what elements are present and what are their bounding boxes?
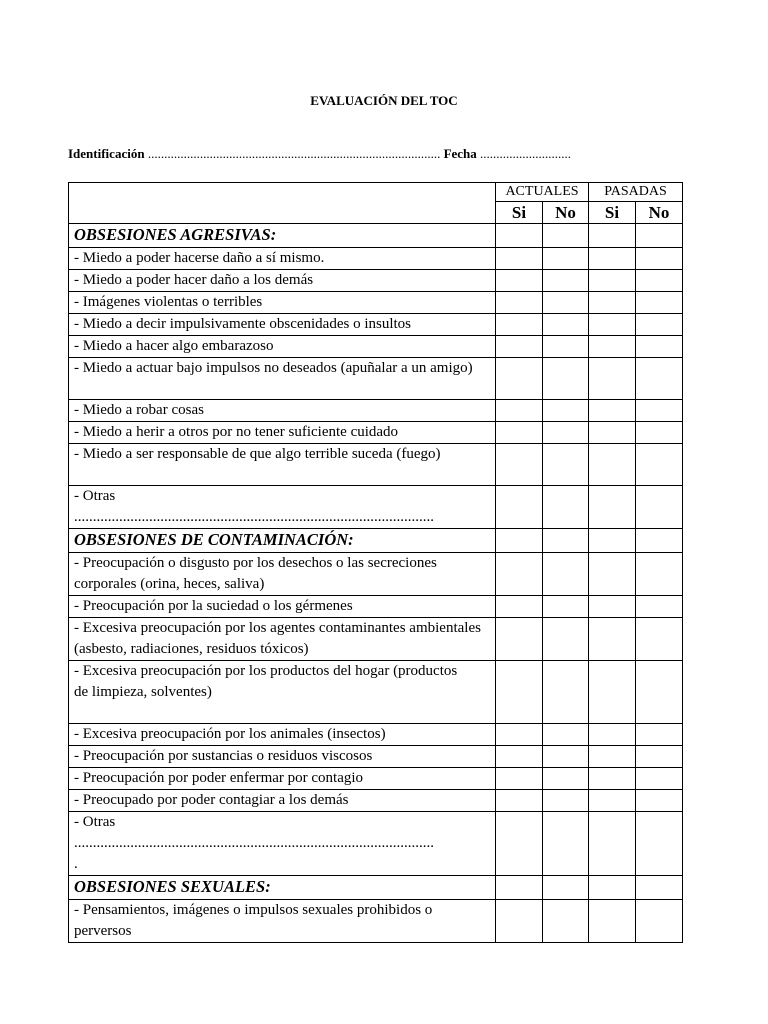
item-row: [69, 444, 683, 486]
item-description: [69, 900, 496, 943]
checkbox-cell-past-si[interactable]: [589, 486, 636, 529]
section-title: OBSESIONES SEXUALES:: [74, 877, 271, 896]
item-row: [69, 336, 683, 358]
item-description: [69, 661, 496, 724]
item-text: - Otras: [74, 814, 116, 830]
checkbox-cell-actual-si[interactable]: [496, 336, 543, 358]
checkbox-cell-past-si[interactable]: [589, 661, 636, 724]
item-row: [69, 746, 683, 768]
header-actual-no: No: [543, 202, 589, 224]
item-text: - Miedo a ser responsable de que algo terrible suceda (fuego): [74, 446, 441, 462]
checkbox-cell-actual-si[interactable]: [496, 724, 543, 746]
document-title: EVALUACIÓN DEL TOC: [310, 93, 458, 108]
item-row: [69, 661, 683, 724]
item-row: [69, 768, 683, 790]
item-description: [69, 618, 496, 661]
checkbox-cell-past-si[interactable]: [589, 248, 636, 270]
item-text: - Preocupación por sustancias o residuos viscosos: [74, 748, 373, 764]
checkbox-cell-actual-no[interactable]: [543, 358, 589, 400]
checkbox-cell-past-no[interactable]: [636, 422, 683, 444]
item-row: [69, 553, 683, 596]
checkbox-cell-actual-no[interactable]: [543, 486, 589, 529]
item-text: - Pensamientos, imágenes o impulsos sexuales prohibidos o perversos: [74, 902, 433, 939]
checkbox-cell-past-si[interactable]: [589, 746, 636, 768]
item-text: - Preocupado por poder contagiar a los demás: [74, 792, 349, 808]
checkbox-cell-past-si[interactable]: [589, 336, 636, 358]
checkbox-cell-actual-no[interactable]: [543, 661, 589, 724]
item-text: - Excesiva preocupación por los agentes contaminantes ambientales (asbesto, radiaciones, residuos tóxicos): [74, 620, 481, 657]
checkbox-cell-past-si[interactable]: [589, 292, 636, 314]
item-description: [69, 724, 496, 746]
item-text: - Miedo a actuar bajo impulsos no deseados (apuñalar a un amigo): [74, 360, 473, 376]
section-heading: [69, 529, 496, 553]
checkbox-cell-actual-si[interactable]: [496, 400, 543, 422]
checkbox-cell-actual-si[interactable]: [496, 596, 543, 618]
checkbox-cell-past-si[interactable]: [589, 358, 636, 400]
item-description: [69, 812, 496, 876]
item-row: [69, 400, 683, 422]
item-description: [69, 270, 496, 292]
checkbox-cell-past-no[interactable]: [636, 444, 683, 486]
checkbox-cell-actual-si: [496, 876, 543, 900]
checkbox-cell-actual-si[interactable]: [496, 618, 543, 661]
checkbox-cell-past-no: [636, 876, 683, 900]
checkbox-cell-past-no[interactable]: [636, 248, 683, 270]
section-heading: [69, 876, 496, 900]
item-text: - Otras: [74, 488, 116, 504]
checkbox-cell-past-no[interactable]: [636, 358, 683, 400]
checkbox-cell-past-no[interactable]: [636, 900, 683, 943]
checkbox-cell-actual-no[interactable]: [543, 422, 589, 444]
identification-field[interactable]: ..........................................................................................: [147, 146, 441, 161]
item-text: - Excesiva preocupación por los productos del hogar (productos: [74, 663, 458, 679]
group-header-actuales: ACTUALES: [496, 183, 589, 202]
item-extra-text: ................................................................................................: [74, 509, 434, 525]
header-past-si: Si: [589, 202, 636, 224]
checkbox-cell-actual-no: [543, 224, 589, 248]
checkbox-cell-actual-no[interactable]: [543, 618, 589, 661]
checkbox-cell-past-no[interactable]: [636, 314, 683, 336]
checkbox-cell-actual-si[interactable]: [496, 270, 543, 292]
item-description: [69, 553, 496, 596]
section-row: [69, 876, 683, 900]
checkbox-cell-actual-no[interactable]: [543, 724, 589, 746]
checkbox-cell-past-no[interactable]: [636, 596, 683, 618]
item-description: [69, 358, 496, 400]
item-row: [69, 314, 683, 336]
section-row: [69, 529, 683, 553]
date-field[interactable]: ............................: [480, 146, 572, 161]
header-actual-si: Si: [496, 202, 543, 224]
checkbox-cell-past-si[interactable]: [589, 768, 636, 790]
checkbox-cell-past-si: [589, 876, 636, 900]
item-description: [69, 444, 496, 486]
item-text: - Miedo a poder hacerse daño a sí mismo.: [74, 250, 325, 266]
item-row: [69, 486, 683, 529]
checkbox-cell-actual-no[interactable]: [543, 314, 589, 336]
checkbox-cell-actual-si[interactable]: [496, 444, 543, 486]
item-row: [69, 596, 683, 618]
checkbox-cell-actual-no[interactable]: [543, 336, 589, 358]
evaluation-table: [68, 182, 683, 943]
checkbox-cell-actual-no: [543, 529, 589, 553]
checkbox-cell-past-no[interactable]: [636, 812, 683, 876]
checkbox-cell-actual-no[interactable]: [543, 248, 589, 270]
checkbox-cell-past-no[interactable]: [636, 336, 683, 358]
checkbox-cell-past-si[interactable]: [589, 270, 636, 292]
header-past-no: No: [636, 202, 683, 224]
checkbox-cell-past-si[interactable]: [589, 812, 636, 876]
item-description: [69, 768, 496, 790]
checkbox-cell-actual-no[interactable]: [543, 444, 589, 486]
item-extra-text: ................................................................................................: [74, 835, 434, 851]
item-text: - Miedo a hacer algo embarazoso: [74, 338, 274, 354]
identification-label: Identificación: [68, 146, 145, 161]
checkbox-cell-actual-si[interactable]: [496, 486, 543, 529]
item-row: [69, 790, 683, 812]
checkbox-cell-actual-si[interactable]: [496, 314, 543, 336]
item-row: [69, 358, 683, 400]
checkbox-cell-past-si[interactable]: [589, 790, 636, 812]
item-row: [69, 270, 683, 292]
checkbox-cell-past-si[interactable]: [589, 444, 636, 486]
item-row: [69, 422, 683, 444]
checkbox-cell-past-no[interactable]: [636, 768, 683, 790]
checkbox-cell-actual-si[interactable]: [496, 422, 543, 444]
item-text: - Excesiva preocupación por los animales (insectos): [74, 726, 386, 742]
item-text: - Miedo a decir impulsivamente obscenidades o insultos: [74, 316, 412, 332]
item-description: [69, 596, 496, 618]
checkbox-cell-actual-si[interactable]: [496, 553, 543, 596]
item-row: [69, 900, 683, 943]
item-text: - Miedo a herir a otros por no tener suficiente cuidado: [74, 424, 399, 440]
item-description: [69, 336, 496, 358]
item-row: [69, 248, 683, 270]
item-extra-text: de limpieza, solventes): [74, 684, 212, 700]
checkbox-cell-past-si[interactable]: [589, 724, 636, 746]
checkbox-cell-past-si[interactable]: [589, 314, 636, 336]
checkbox-cell-actual-si[interactable]: [496, 746, 543, 768]
section-title: OBSESIONES AGRESIVAS:: [74, 225, 277, 244]
item-extra-text: .: [74, 856, 78, 872]
date-label: Fecha: [443, 146, 477, 161]
item-text: - Preocupación por poder enfermar por contagio: [74, 770, 364, 786]
checkbox-cell-past-si[interactable]: [589, 553, 636, 596]
checkbox-cell-actual-si: [496, 529, 543, 553]
checkbox-cell-past-si[interactable]: [589, 618, 636, 661]
checkbox-cell-past-no: [636, 529, 683, 553]
checkbox-cell-actual-si[interactable]: [496, 248, 543, 270]
checkbox-cell-past-si[interactable]: [589, 422, 636, 444]
checkbox-cell-actual-si[interactable]: [496, 661, 543, 724]
item-row: [69, 618, 683, 661]
checkbox-cell-past-si[interactable]: [589, 400, 636, 422]
checkbox-cell-past-si[interactable]: [589, 596, 636, 618]
checkbox-cell-past-no[interactable]: [636, 400, 683, 422]
item-description: [69, 790, 496, 812]
checkbox-cell-actual-no[interactable]: [543, 768, 589, 790]
checkbox-cell-actual-no[interactable]: [543, 553, 589, 596]
item-description: [69, 292, 496, 314]
header-blank-cell: [69, 183, 496, 224]
item-description: [69, 400, 496, 422]
item-row: [69, 812, 683, 876]
checkbox-cell-past-no[interactable]: [636, 790, 683, 812]
group-header-pasadas: PASADAS: [589, 183, 683, 202]
item-row: [69, 292, 683, 314]
item-text: - Imágenes violentas o terribles: [74, 294, 263, 310]
item-description: [69, 314, 496, 336]
checkbox-cell-actual-si[interactable]: [496, 900, 543, 943]
item-description: [69, 486, 496, 529]
item-text: - Miedo a poder hacer daño a los demás: [74, 272, 314, 288]
checkbox-cell-actual-no[interactable]: [543, 790, 589, 812]
checkbox-cell-actual-no[interactable]: [543, 900, 589, 943]
checkbox-cell-past-no[interactable]: [636, 746, 683, 768]
checkbox-cell-actual-si[interactable]: [496, 768, 543, 790]
checkbox-cell-actual-si[interactable]: [496, 812, 543, 876]
item-description: [69, 746, 496, 768]
checkbox-cell-actual-si[interactable]: [496, 292, 543, 314]
checkbox-cell-actual-no: [543, 876, 589, 900]
checkbox-cell-actual-si[interactable]: [496, 790, 543, 812]
checkbox-cell-past-no[interactable]: [636, 618, 683, 661]
checkbox-cell-past-si: [589, 224, 636, 248]
item-text: - Preocupación o disgusto por los desechos o las secreciones corporales (orina, heces, saliva): [74, 555, 437, 592]
item-text: - Preocupación por la suciedad o los gérmenes: [74, 598, 353, 614]
checkbox-cell-past-no[interactable]: [636, 270, 683, 292]
item-description: [69, 248, 496, 270]
checkbox-cell-past-si: [589, 529, 636, 553]
checkbox-cell-actual-si: [496, 224, 543, 248]
item-row: [69, 724, 683, 746]
checkbox-cell-past-no[interactable]: [636, 486, 683, 529]
checkbox-cell-past-no: [636, 224, 683, 248]
checkbox-cell-past-no[interactable]: [636, 661, 683, 724]
checkbox-cell-past-no[interactable]: [636, 292, 683, 314]
item-description: [69, 422, 496, 444]
identification-line: [68, 146, 571, 162]
checkbox-cell-actual-no[interactable]: [543, 812, 589, 876]
checkbox-cell-actual-no[interactable]: [543, 400, 589, 422]
checkbox-cell-past-no[interactable]: [636, 724, 683, 746]
checkbox-cell-past-si[interactable]: [589, 900, 636, 943]
checkbox-cell-past-no[interactable]: [636, 553, 683, 596]
checkbox-cell-actual-si[interactable]: [496, 358, 543, 400]
checkbox-cell-actual-no[interactable]: [543, 746, 589, 768]
checkbox-cell-actual-no[interactable]: [543, 596, 589, 618]
checkbox-cell-actual-no[interactable]: [543, 292, 589, 314]
section-heading: [69, 224, 496, 248]
checkbox-cell-actual-no[interactable]: [543, 270, 589, 292]
section-title: OBSESIONES DE CONTAMINACIÓN:: [74, 530, 354, 549]
item-text: - Miedo a robar cosas: [74, 402, 204, 418]
section-row: [69, 224, 683, 248]
